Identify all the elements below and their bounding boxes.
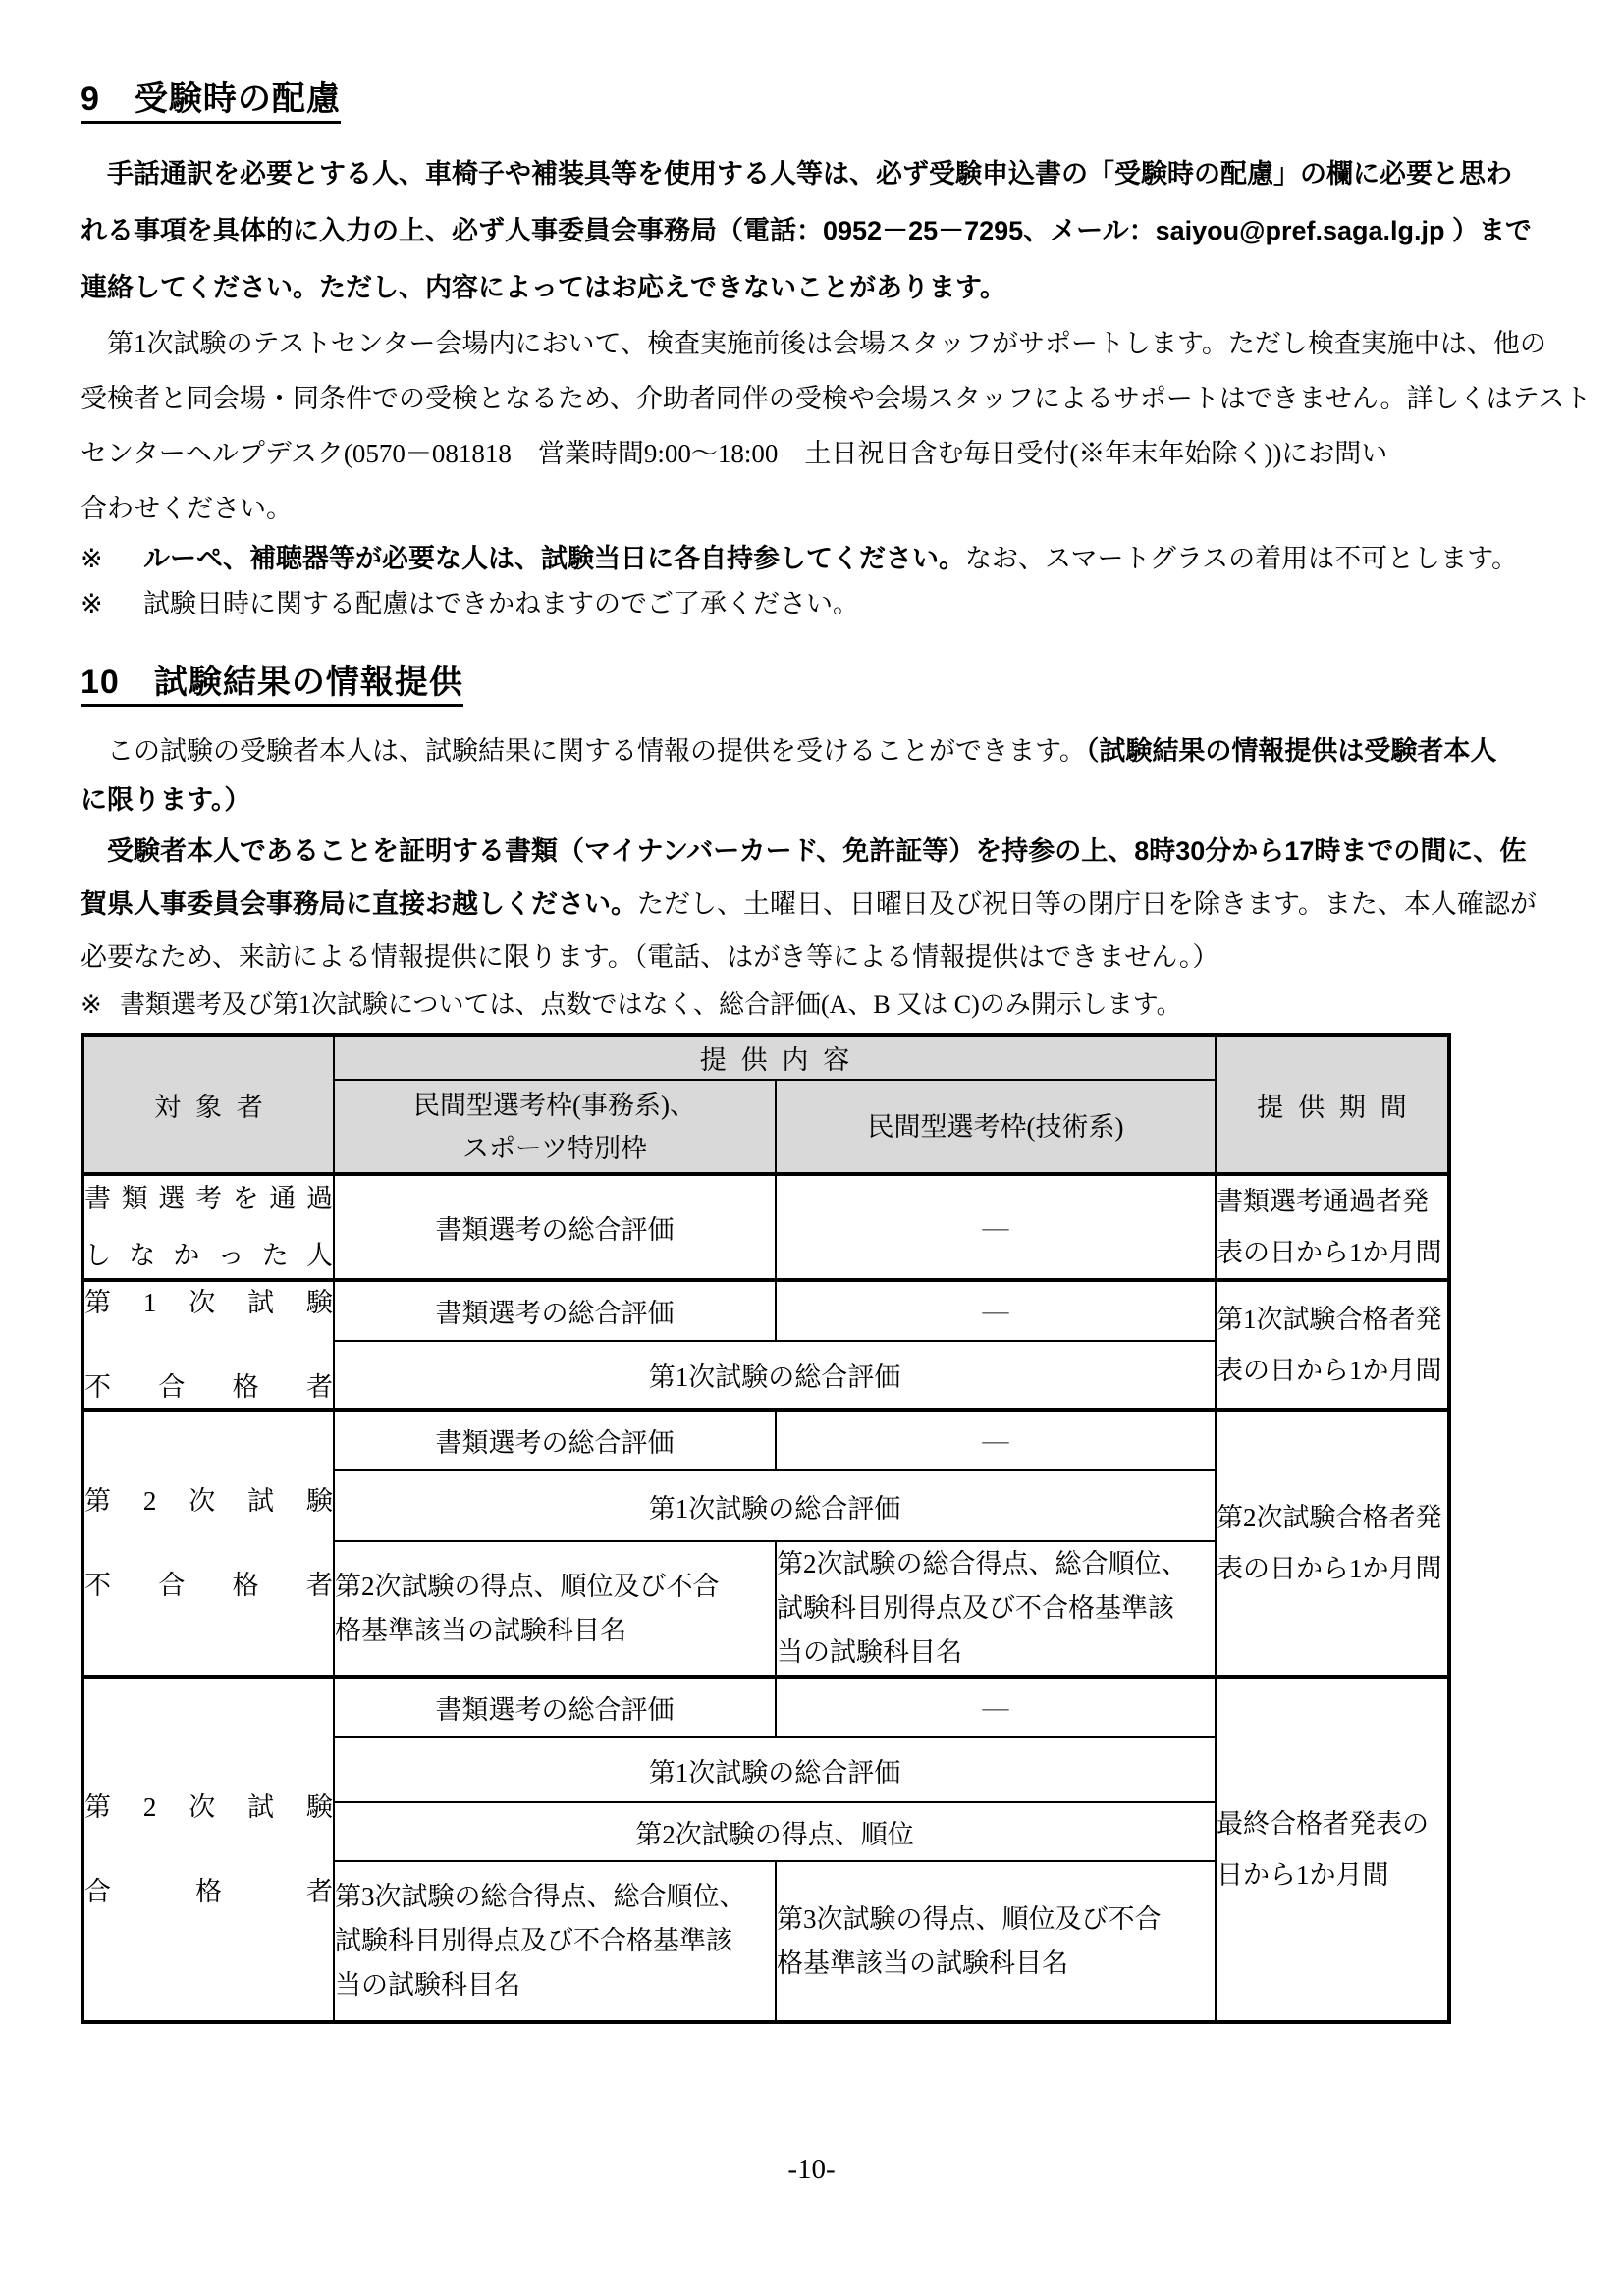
note-text [143,536,1518,581]
paragraph-line: 連絡してください。ただし、内容によってはお応えできないことがあります。 [81,273,1006,302]
content-cell-clerical: 書類選考の総合評価 [334,1677,776,1737]
content-cell-clerical: 書類選考の総合評価 [334,1174,776,1280]
period-cell [1216,1410,1449,1677]
period-cell [1216,1677,1449,2022]
subject-line: し な か っ た 人 [84,1241,333,1270]
period-cell [1216,1174,1449,1280]
content-cell-merged: 第2次試験の得点、順位 [334,1802,1216,1861]
paragraph-run: ただし、土曜日、日曜日及び祝日等の閉庁日を除きます。また、本人確認が [637,889,1537,919]
subject-line: 第 2 次 試 験 [84,1486,333,1516]
note-marker: ※ [81,589,103,618]
period-cell [1216,1280,1449,1410]
subject-cell [82,1280,334,1410]
paragraph-line: 受験者本人であることを証明する書類（マイナンバーカード、免許証等）を持参の上、8時30分から17時までの間に、佐 [81,836,1527,866]
header-frame-clerical [334,1080,776,1174]
content-line: 試験科目別得点及び不合格基準該 [777,1593,1174,1623]
paragraph-run: この試験の受験者本人は、試験結果に関する情報の提供を受けることができます。 [81,736,1086,766]
content-cell-clerical: 書類選考の総合評価 [334,1410,776,1470]
note-text-rest: なお、スマートグラスの着用は不可とします。 [965,544,1518,573]
content-line: 第2次試験の総合得点、総合順位、 [777,1549,1188,1578]
header-subject [82,1035,334,1174]
subject-cell [82,1677,334,2022]
section-10-heading-wrap [81,666,1542,707]
content-line: 第3次試験の得点、順位及び不合 [777,1903,1162,1934]
content-line: 第3次試験の総合得点、総合順位、 [335,1882,746,1911]
section-9 [81,80,1592,626]
content-cell-clerical: 書類選考の総合評価 [334,1280,776,1341]
header-frame-technical-label: 民間型選考枠(技術系) [867,1111,1124,1142]
note-text-bold: ルーペ、補聴器等が必要な人は、試験当日に各自持参してください。 [143,544,965,573]
note-text: 書類選考及び第1次試験については、点数ではなく、総合評価(A、B 又は C)のみ開示します。 [120,990,1182,1019]
section-9-paragraph-2 [81,316,1592,536]
section-9-paragraph-1 [81,145,1542,316]
note-marker: ※ [81,990,102,1019]
content-cell-clerical [334,1861,776,2022]
results-disclosure-table [81,1033,1451,2024]
paragraph-line [81,726,1542,775]
section-9-heading-wrap [81,82,1542,124]
period-line: 書類選考通過者発 [1217,1187,1429,1216]
section-10-paragraph-2 [81,825,1542,984]
header-period [1216,1035,1449,1174]
content-line: 格基準該当の試験科目名 [777,1948,1068,1978]
header-frame-clerical-line: スポーツ特別枠 [462,1133,647,1163]
paragraph-run-bold: 賀県人事委員会事務局に直接お越しください。 [81,889,637,919]
header-frame-clerical-line: 民間型選考枠(事務系)、 [413,1090,696,1120]
content-line: 第2次試験の得点、順位及び不合 [335,1571,720,1601]
table-header-row-1 [82,1035,1449,1080]
subject-line: 合 格 者 [84,1877,333,1906]
subject-line: 第 1 次 試 験 [84,1288,333,1317]
period-line: 日から1か月間 [1217,1860,1389,1890]
section-9-note-1 [81,536,1542,581]
paragraph-line: れる事項を具体的に入力の上、必ず人事委員会事務局（電話：0952－25－7295、メール：saiyou@pref.saga.lg.jp ）まで [81,216,1533,245]
content-cell-technical-empty: ― [776,1410,1216,1470]
content-cell-clerical [334,1541,776,1677]
section-10-note [81,986,1542,1025]
content-line: 当の試験科目名 [335,1970,520,2000]
content-line: 当の試験科目名 [777,1637,962,1667]
section-9-heading: 9 受験時の配慮 [81,82,341,124]
paragraph-line: 合わせください。 [81,494,293,523]
section-10 [81,666,1542,1025]
table-row [82,1410,1449,1470]
page-number: -10- [787,2154,836,2185]
table-row [82,1280,1449,1341]
content-line: 格基準該当の試験科目名 [335,1615,626,1645]
header-subject-label: 対象者 [154,1092,278,1122]
header-period-label: 提供期間 [1257,1092,1422,1122]
paragraph-line: 必要なため、来訪による情報提供に限ります。（電話、はがき等による情報提供はできません。） [81,942,1219,972]
note-text: 試験日時に関する配慮はできかねますのでご了承ください。 [143,589,859,618]
content-cell-merged: 第1次試験の総合評価 [334,1470,1216,1541]
subject-cell [82,1174,334,1280]
content-cell-merged: 第1次試験の総合評価 [334,1341,1216,1410]
paragraph-line [81,878,1542,931]
period-line: 表の日から1か月間 [1217,1238,1442,1267]
subject-line: 第 2 次 試 験 [84,1792,333,1822]
subject-line: 書 類 選 考 を 通 過 [84,1184,333,1213]
paragraph-run-bold: （試験結果の情報提供は受験者本人 [1085,736,1497,766]
period-line: 第1次試験合格者発 [1217,1305,1442,1334]
paragraph-line: センターヘルプデスク(0570－081818 営業時間9:00～18:00 土日祝日含む毎日受付(※年末年始除く))にお問い [81,439,1388,468]
period-line: 表の日から1か月間 [1217,1554,1442,1583]
paragraph-line: 受検者と同会場・同条件での受検となるため、介助者同伴の受検や会場スタッフによるサポートはできません。詳しくはテスト [81,384,1592,413]
section-10-heading: 10 試験結果の情報提供 [81,666,463,707]
paragraph-line: に限ります。） [81,785,251,815]
section-9-note-2 [81,581,1542,626]
content-cell-technical-empty: ― [776,1174,1216,1280]
paragraph-line: 第1次試験のテストセンター会場内において、検査実施前後は会場スタッフがサポートします。ただし検査実施中は、他の [81,329,1546,358]
table-row [82,1174,1449,1280]
content-cell-technical [776,1861,1216,2022]
content-cell-technical-empty: ― [776,1280,1216,1341]
period-line: 最終合格者発表の [1217,1809,1429,1839]
content-cell-technical-empty: ― [776,1677,1216,1737]
subject-line: 不 合 格 者 [84,1372,333,1402]
subject-cell [82,1410,334,1677]
header-frame-technical [776,1080,1216,1174]
note-marker: ※ [81,544,103,573]
subject-line: 不 合 格 者 [84,1571,333,1600]
header-content-label: 提供内容 [699,1045,865,1075]
period-line: 表の日から1か月間 [1217,1356,1442,1385]
section-10-paragraph-1 [81,726,1542,825]
content-cell-technical [776,1541,1216,1677]
paragraph-line: 手話通訳を必要とする人、車椅子や補装具等を使用する人等は、必ず受験申込書の「受験時の配慮」の欄に必要と思わ [81,159,1512,188]
table-row [82,1677,1449,1737]
content-line: 試験科目別得点及び不合格基準該 [335,1926,732,1955]
period-line: 第2次試験合格者発 [1217,1503,1442,1532]
content-cell-merged: 第1次試験の総合評価 [334,1737,1216,1802]
header-content [334,1035,1216,1080]
